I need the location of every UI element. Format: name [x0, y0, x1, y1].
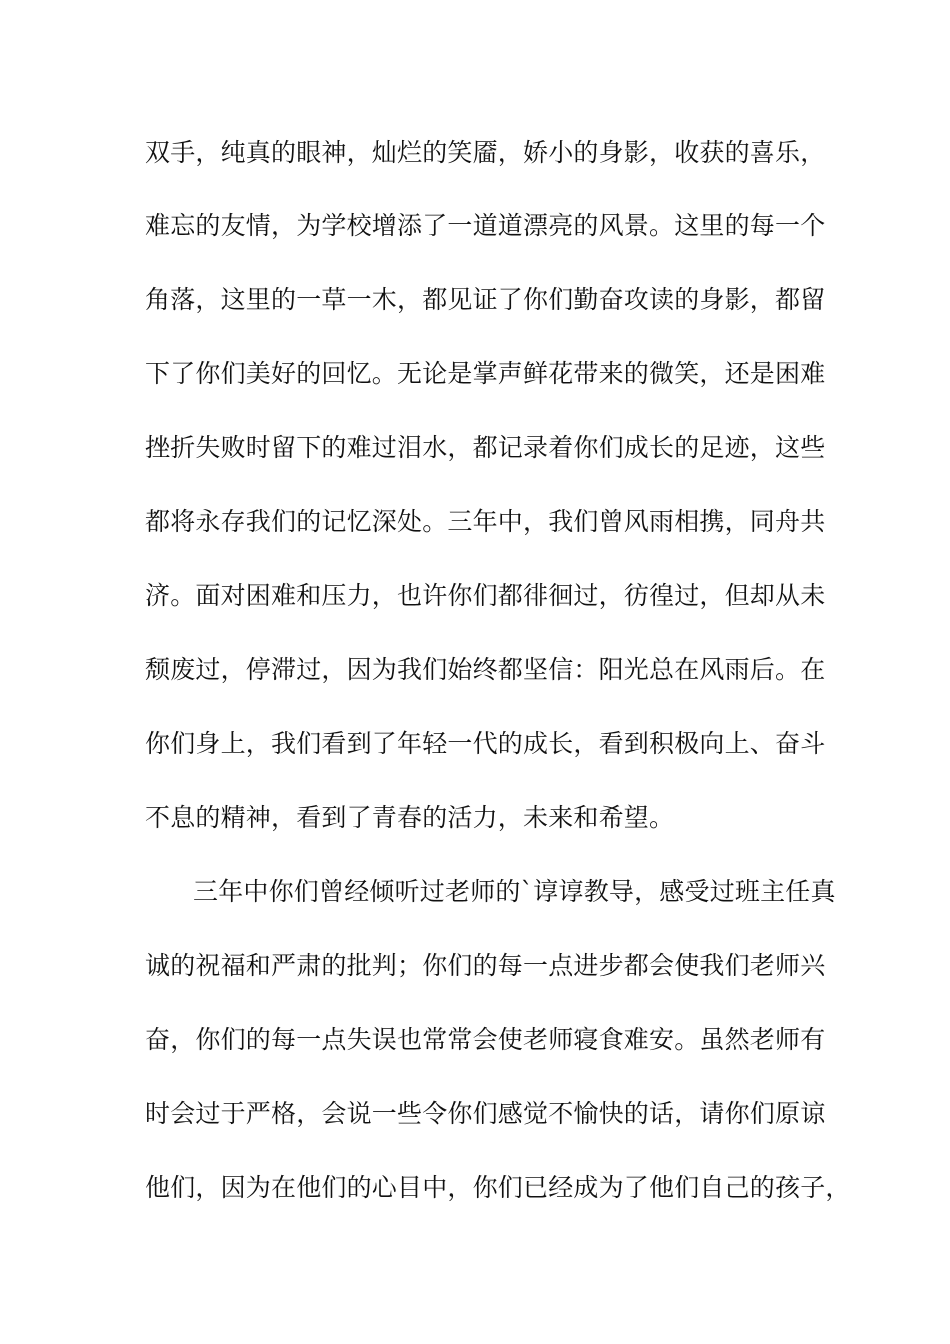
text-line: 角落，这里的一草一木，都见证了你们勤奋攻读的身影，都留	[145, 285, 826, 314]
text-line: 他们，因为在他们的心目中，你们已经成为了他们自己的孩子，	[145, 1173, 851, 1202]
text-line: 济。面对困难和压力，也许你们都徘徊过，彷徨过，但却从未	[145, 581, 826, 610]
paragraph-first-line: 三年中你们曾经倾听过老师的`谆谆教导，感受过班主任真	[193, 877, 836, 906]
text-line: 时会过于严格，会说一些令你们感觉不愉快的话，请你们原谅	[145, 1099, 826, 1128]
text-line: 难忘的友情，为学校增添了一道道漂亮的风景。这里的每一个	[145, 211, 826, 240]
text-line: 诚的祝福和严肃的批判；你们的每一点进步都会使我们老师兴	[145, 951, 826, 980]
text-line: 不息的精神，看到了青春的活力，未来和希望。	[145, 803, 675, 832]
text-line: 双手，纯真的眼神，灿烂的笑靥，娇小的身影，收获的喜乐，	[145, 138, 826, 167]
text-line: 颓废过，停滞过，因为我们始终都坚信：阳光总在风雨后。在	[145, 655, 826, 684]
text-line: 奋，你们的每一点失误也常常会使老师寝食难安。虽然老师有	[145, 1025, 826, 1054]
text-line: 都将永存我们的记忆深处。三年中，我们曾风雨相携，同舟共	[145, 507, 826, 536]
text-line: 挫折失败时留下的难过泪水，都记录着你们成长的足迹，这些	[145, 433, 826, 462]
text-line: 你们身上，我们看到了年轻一代的成长，看到积极向上、奋斗	[145, 729, 826, 758]
text-line: 下了你们美好的回忆。无论是掌声鲜花带来的微笑，还是困难	[145, 359, 826, 388]
